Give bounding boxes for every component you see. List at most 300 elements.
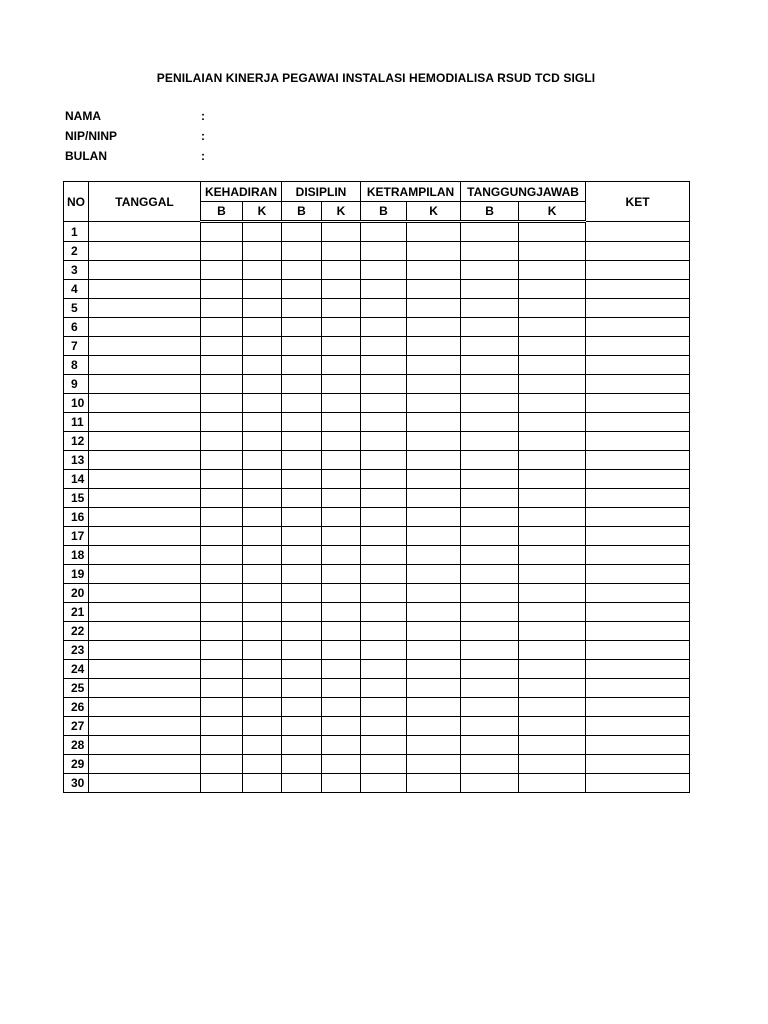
ketrampilan-b-cell[interactable] xyxy=(361,451,407,470)
ket-cell[interactable] xyxy=(586,603,690,622)
tanggungjawab-b-cell[interactable] xyxy=(461,698,519,717)
ketrampilan-b-cell[interactable] xyxy=(361,584,407,603)
tanggungjawab-k-cell[interactable] xyxy=(519,584,586,603)
tanggungjawab-k-cell[interactable] xyxy=(519,451,586,470)
kehadiran-k-cell[interactable] xyxy=(243,280,282,299)
disiplin-k-cell[interactable] xyxy=(322,546,361,565)
ketrampilan-k-cell[interactable] xyxy=(407,318,461,337)
tanggal-cell[interactable] xyxy=(89,527,201,546)
disiplin-k-cell[interactable] xyxy=(322,222,361,242)
disiplin-k-cell[interactable] xyxy=(322,242,361,261)
kehadiran-b-cell[interactable] xyxy=(201,641,243,660)
kehadiran-b-cell[interactable] xyxy=(201,413,243,432)
kehadiran-k-cell[interactable] xyxy=(243,470,282,489)
ketrampilan-b-cell[interactable] xyxy=(361,546,407,565)
disiplin-b-cell[interactable] xyxy=(282,337,322,356)
ket-cell[interactable] xyxy=(586,641,690,660)
tanggal-cell[interactable] xyxy=(89,736,201,755)
kehadiran-k-cell[interactable] xyxy=(243,622,282,641)
ketrampilan-b-cell[interactable] xyxy=(361,622,407,641)
tanggal-cell[interactable] xyxy=(89,413,201,432)
kehadiran-k-cell[interactable] xyxy=(243,736,282,755)
tanggungjawab-k-cell[interactable] xyxy=(519,337,586,356)
tanggal-cell[interactable] xyxy=(89,660,201,679)
ketrampilan-k-cell[interactable] xyxy=(407,774,461,793)
tanggal-cell[interactable] xyxy=(89,774,201,793)
tanggungjawab-k-cell[interactable] xyxy=(519,660,586,679)
ketrampilan-k-cell[interactable] xyxy=(407,603,461,622)
disiplin-k-cell[interactable] xyxy=(322,565,361,584)
ket-cell[interactable] xyxy=(586,242,690,261)
tanggal-cell[interactable] xyxy=(89,337,201,356)
disiplin-b-cell[interactable] xyxy=(282,356,322,375)
ketrampilan-b-cell[interactable] xyxy=(361,565,407,584)
kehadiran-k-cell[interactable] xyxy=(243,432,282,451)
kehadiran-b-cell[interactable] xyxy=(201,337,243,356)
tanggungjawab-k-cell[interactable] xyxy=(519,432,586,451)
tanggungjawab-k-cell[interactable] xyxy=(519,280,586,299)
tanggungjawab-b-cell[interactable] xyxy=(461,299,519,318)
tanggungjawab-b-cell[interactable] xyxy=(461,413,519,432)
disiplin-k-cell[interactable] xyxy=(322,356,361,375)
tanggungjawab-b-cell[interactable] xyxy=(461,565,519,584)
tanggungjawab-b-cell[interactable] xyxy=(461,717,519,736)
disiplin-k-cell[interactable] xyxy=(322,622,361,641)
tanggal-cell[interactable] xyxy=(89,394,201,413)
ketrampilan-b-cell[interactable] xyxy=(361,679,407,698)
disiplin-k-cell[interactable] xyxy=(322,603,361,622)
ketrampilan-b-cell[interactable] xyxy=(361,603,407,622)
ket-cell[interactable] xyxy=(586,660,690,679)
tanggungjawab-k-cell[interactable] xyxy=(519,261,586,280)
disiplin-b-cell[interactable] xyxy=(282,432,322,451)
disiplin-k-cell[interactable] xyxy=(322,261,361,280)
kehadiran-k-cell[interactable] xyxy=(243,717,282,736)
ketrampilan-k-cell[interactable] xyxy=(407,679,461,698)
ket-cell[interactable] xyxy=(586,413,690,432)
disiplin-b-cell[interactable] xyxy=(282,451,322,470)
ket-cell[interactable] xyxy=(586,565,690,584)
ketrampilan-k-cell[interactable] xyxy=(407,280,461,299)
tanggungjawab-k-cell[interactable] xyxy=(519,222,586,242)
ketrampilan-k-cell[interactable] xyxy=(407,622,461,641)
disiplin-b-cell[interactable] xyxy=(282,318,322,337)
disiplin-k-cell[interactable] xyxy=(322,394,361,413)
tanggungjawab-b-cell[interactable] xyxy=(461,679,519,698)
ketrampilan-b-cell[interactable] xyxy=(361,698,407,717)
ketrampilan-k-cell[interactable] xyxy=(407,660,461,679)
tanggungjawab-b-cell[interactable] xyxy=(461,337,519,356)
disiplin-k-cell[interactable] xyxy=(322,736,361,755)
disiplin-k-cell[interactable] xyxy=(322,508,361,527)
ketrampilan-b-cell[interactable] xyxy=(361,280,407,299)
tanggungjawab-b-cell[interactable] xyxy=(461,489,519,508)
tanggal-cell[interactable] xyxy=(89,489,201,508)
disiplin-b-cell[interactable] xyxy=(282,527,322,546)
ket-cell[interactable] xyxy=(586,546,690,565)
kehadiran-b-cell[interactable] xyxy=(201,242,243,261)
ket-cell[interactable] xyxy=(586,299,690,318)
ketrampilan-b-cell[interactable] xyxy=(361,774,407,793)
kehadiran-k-cell[interactable] xyxy=(243,774,282,793)
tanggungjawab-k-cell[interactable] xyxy=(519,527,586,546)
ketrampilan-k-cell[interactable] xyxy=(407,755,461,774)
ket-cell[interactable] xyxy=(586,222,690,242)
ketrampilan-k-cell[interactable] xyxy=(407,470,461,489)
ketrampilan-k-cell[interactable] xyxy=(407,451,461,470)
tanggungjawab-k-cell[interactable] xyxy=(519,394,586,413)
tanggungjawab-k-cell[interactable] xyxy=(519,508,586,527)
ket-cell[interactable] xyxy=(586,261,690,280)
tanggungjawab-k-cell[interactable] xyxy=(519,546,586,565)
ket-cell[interactable] xyxy=(586,356,690,375)
ketrampilan-k-cell[interactable] xyxy=(407,394,461,413)
ketrampilan-k-cell[interactable] xyxy=(407,546,461,565)
tanggungjawab-b-cell[interactable] xyxy=(461,774,519,793)
ket-cell[interactable] xyxy=(586,717,690,736)
ketrampilan-b-cell[interactable] xyxy=(361,736,407,755)
tanggungjawab-k-cell[interactable] xyxy=(519,299,586,318)
tanggungjawab-b-cell[interactable] xyxy=(461,470,519,489)
disiplin-b-cell[interactable] xyxy=(282,470,322,489)
tanggungjawab-b-cell[interactable] xyxy=(461,356,519,375)
kehadiran-k-cell[interactable] xyxy=(243,546,282,565)
disiplin-b-cell[interactable] xyxy=(282,717,322,736)
ket-cell[interactable] xyxy=(586,489,690,508)
kehadiran-b-cell[interactable] xyxy=(201,717,243,736)
ket-cell[interactable] xyxy=(586,736,690,755)
disiplin-b-cell[interactable] xyxy=(282,641,322,660)
tanggungjawab-k-cell[interactable] xyxy=(519,717,586,736)
disiplin-b-cell[interactable] xyxy=(282,584,322,603)
kehadiran-k-cell[interactable] xyxy=(243,222,282,242)
tanggal-cell[interactable] xyxy=(89,356,201,375)
kehadiran-b-cell[interactable] xyxy=(201,356,243,375)
tanggal-cell[interactable] xyxy=(89,432,201,451)
tanggungjawab-k-cell[interactable] xyxy=(519,375,586,394)
kehadiran-b-cell[interactable] xyxy=(201,508,243,527)
tanggungjawab-k-cell[interactable] xyxy=(519,413,586,432)
tanggungjawab-k-cell[interactable] xyxy=(519,736,586,755)
tanggal-cell[interactable] xyxy=(89,508,201,527)
ketrampilan-k-cell[interactable] xyxy=(407,299,461,318)
kehadiran-k-cell[interactable] xyxy=(243,489,282,508)
kehadiran-b-cell[interactable] xyxy=(201,299,243,318)
ketrampilan-b-cell[interactable] xyxy=(361,337,407,356)
tanggal-cell[interactable] xyxy=(89,622,201,641)
kehadiran-b-cell[interactable] xyxy=(201,375,243,394)
disiplin-k-cell[interactable] xyxy=(322,470,361,489)
kehadiran-k-cell[interactable] xyxy=(243,299,282,318)
disiplin-b-cell[interactable] xyxy=(282,755,322,774)
tanggungjawab-b-cell[interactable] xyxy=(461,318,519,337)
ketrampilan-b-cell[interactable] xyxy=(361,489,407,508)
tanggal-cell[interactable] xyxy=(89,318,201,337)
disiplin-b-cell[interactable] xyxy=(282,622,322,641)
kehadiran-b-cell[interactable] xyxy=(201,394,243,413)
disiplin-k-cell[interactable] xyxy=(322,527,361,546)
ketrampilan-k-cell[interactable] xyxy=(407,356,461,375)
tanggungjawab-b-cell[interactable] xyxy=(461,242,519,261)
disiplin-k-cell[interactable] xyxy=(322,375,361,394)
disiplin-k-cell[interactable] xyxy=(322,489,361,508)
kehadiran-b-cell[interactable] xyxy=(201,470,243,489)
kehadiran-k-cell[interactable] xyxy=(243,261,282,280)
ketrampilan-k-cell[interactable] xyxy=(407,242,461,261)
ket-cell[interactable] xyxy=(586,318,690,337)
ketrampilan-k-cell[interactable] xyxy=(407,413,461,432)
ket-cell[interactable] xyxy=(586,375,690,394)
ketrampilan-k-cell[interactable] xyxy=(407,489,461,508)
ketrampilan-b-cell[interactable] xyxy=(361,660,407,679)
kehadiran-k-cell[interactable] xyxy=(243,413,282,432)
tanggal-cell[interactable] xyxy=(89,299,201,318)
ketrampilan-b-cell[interactable] xyxy=(361,413,407,432)
disiplin-k-cell[interactable] xyxy=(322,698,361,717)
ket-cell[interactable] xyxy=(586,337,690,356)
ket-cell[interactable] xyxy=(586,280,690,299)
disiplin-b-cell[interactable] xyxy=(282,774,322,793)
kehadiran-k-cell[interactable] xyxy=(243,603,282,622)
ket-cell[interactable] xyxy=(586,755,690,774)
kehadiran-b-cell[interactable] xyxy=(201,584,243,603)
kehadiran-k-cell[interactable] xyxy=(243,660,282,679)
tanggungjawab-b-cell[interactable] xyxy=(461,641,519,660)
kehadiran-b-cell[interactable] xyxy=(201,527,243,546)
kehadiran-k-cell[interactable] xyxy=(243,356,282,375)
ketrampilan-b-cell[interactable] xyxy=(361,261,407,280)
tanggungjawab-k-cell[interactable] xyxy=(519,755,586,774)
tanggungjawab-b-cell[interactable] xyxy=(461,451,519,470)
ketrampilan-k-cell[interactable] xyxy=(407,698,461,717)
ketrampilan-b-cell[interactable] xyxy=(361,222,407,242)
ket-cell[interactable] xyxy=(586,698,690,717)
tanggal-cell[interactable] xyxy=(89,451,201,470)
ketrampilan-k-cell[interactable] xyxy=(407,584,461,603)
disiplin-b-cell[interactable] xyxy=(282,394,322,413)
ketrampilan-b-cell[interactable] xyxy=(361,470,407,489)
disiplin-b-cell[interactable] xyxy=(282,375,322,394)
disiplin-b-cell[interactable] xyxy=(282,261,322,280)
tanggal-cell[interactable] xyxy=(89,603,201,622)
ketrampilan-k-cell[interactable] xyxy=(407,337,461,356)
tanggungjawab-b-cell[interactable] xyxy=(461,660,519,679)
disiplin-b-cell[interactable] xyxy=(282,565,322,584)
ketrampilan-k-cell[interactable] xyxy=(407,527,461,546)
kehadiran-k-cell[interactable] xyxy=(243,584,282,603)
disiplin-k-cell[interactable] xyxy=(322,774,361,793)
tanggungjawab-k-cell[interactable] xyxy=(519,242,586,261)
tanggal-cell[interactable] xyxy=(89,679,201,698)
tanggungjawab-k-cell[interactable] xyxy=(519,622,586,641)
kehadiran-k-cell[interactable] xyxy=(243,679,282,698)
kehadiran-b-cell[interactable] xyxy=(201,280,243,299)
kehadiran-k-cell[interactable] xyxy=(243,375,282,394)
kehadiran-k-cell[interactable] xyxy=(243,755,282,774)
tanggal-cell[interactable] xyxy=(89,375,201,394)
tanggungjawab-k-cell[interactable] xyxy=(519,470,586,489)
ketrampilan-b-cell[interactable] xyxy=(361,717,407,736)
kehadiran-k-cell[interactable] xyxy=(243,394,282,413)
ketrampilan-k-cell[interactable] xyxy=(407,717,461,736)
kehadiran-b-cell[interactable] xyxy=(201,622,243,641)
tanggal-cell[interactable] xyxy=(89,717,201,736)
tanggungjawab-k-cell[interactable] xyxy=(519,318,586,337)
ketrampilan-k-cell[interactable] xyxy=(407,375,461,394)
kehadiran-k-cell[interactable] xyxy=(243,451,282,470)
disiplin-k-cell[interactable] xyxy=(322,451,361,470)
ketrampilan-b-cell[interactable] xyxy=(361,356,407,375)
kehadiran-b-cell[interactable] xyxy=(201,603,243,622)
kehadiran-b-cell[interactable] xyxy=(201,489,243,508)
kehadiran-b-cell[interactable] xyxy=(201,261,243,280)
disiplin-k-cell[interactable] xyxy=(322,337,361,356)
disiplin-k-cell[interactable] xyxy=(322,660,361,679)
tanggal-cell[interactable] xyxy=(89,565,201,584)
disiplin-b-cell[interactable] xyxy=(282,299,322,318)
disiplin-b-cell[interactable] xyxy=(282,508,322,527)
disiplin-b-cell[interactable] xyxy=(282,679,322,698)
kehadiran-b-cell[interactable] xyxy=(201,679,243,698)
disiplin-b-cell[interactable] xyxy=(282,489,322,508)
disiplin-b-cell[interactable] xyxy=(282,736,322,755)
kehadiran-b-cell[interactable] xyxy=(201,451,243,470)
ketrampilan-k-cell[interactable] xyxy=(407,261,461,280)
tanggungjawab-b-cell[interactable] xyxy=(461,603,519,622)
disiplin-b-cell[interactable] xyxy=(282,242,322,261)
kehadiran-k-cell[interactable] xyxy=(243,337,282,356)
ketrampilan-b-cell[interactable] xyxy=(361,299,407,318)
kehadiran-b-cell[interactable] xyxy=(201,736,243,755)
ketrampilan-k-cell[interactable] xyxy=(407,736,461,755)
tanggungjawab-b-cell[interactable] xyxy=(461,432,519,451)
tanggungjawab-b-cell[interactable] xyxy=(461,394,519,413)
tanggal-cell[interactable] xyxy=(89,698,201,717)
tanggungjawab-b-cell[interactable] xyxy=(461,546,519,565)
ketrampilan-b-cell[interactable] xyxy=(361,375,407,394)
disiplin-k-cell[interactable] xyxy=(322,755,361,774)
tanggungjawab-b-cell[interactable] xyxy=(461,375,519,394)
ketrampilan-k-cell[interactable] xyxy=(407,641,461,660)
ket-cell[interactable] xyxy=(586,394,690,413)
kehadiran-k-cell[interactable] xyxy=(243,641,282,660)
ket-cell[interactable] xyxy=(586,508,690,527)
kehadiran-b-cell[interactable] xyxy=(201,660,243,679)
disiplin-k-cell[interactable] xyxy=(322,318,361,337)
disiplin-b-cell[interactable] xyxy=(282,660,322,679)
disiplin-k-cell[interactable] xyxy=(322,299,361,318)
tanggungjawab-k-cell[interactable] xyxy=(519,356,586,375)
kehadiran-k-cell[interactable] xyxy=(243,242,282,261)
kehadiran-b-cell[interactable] xyxy=(201,318,243,337)
kehadiran-b-cell[interactable] xyxy=(201,565,243,584)
ketrampilan-k-cell[interactable] xyxy=(407,432,461,451)
tanggal-cell[interactable] xyxy=(89,546,201,565)
kehadiran-b-cell[interactable] xyxy=(201,698,243,717)
kehadiran-k-cell[interactable] xyxy=(243,698,282,717)
tanggungjawab-k-cell[interactable] xyxy=(519,565,586,584)
kehadiran-b-cell[interactable] xyxy=(201,774,243,793)
ketrampilan-b-cell[interactable] xyxy=(361,432,407,451)
kehadiran-k-cell[interactable] xyxy=(243,318,282,337)
tanggal-cell[interactable] xyxy=(89,222,201,242)
tanggungjawab-k-cell[interactable] xyxy=(519,489,586,508)
disiplin-k-cell[interactable] xyxy=(322,413,361,432)
tanggungjawab-b-cell[interactable] xyxy=(461,280,519,299)
disiplin-k-cell[interactable] xyxy=(322,584,361,603)
kehadiran-b-cell[interactable] xyxy=(201,432,243,451)
disiplin-b-cell[interactable] xyxy=(282,546,322,565)
ket-cell[interactable] xyxy=(586,527,690,546)
ketrampilan-b-cell[interactable] xyxy=(361,641,407,660)
tanggal-cell[interactable] xyxy=(89,242,201,261)
kehadiran-b-cell[interactable] xyxy=(201,546,243,565)
disiplin-k-cell[interactable] xyxy=(322,432,361,451)
ketrampilan-k-cell[interactable] xyxy=(407,222,461,242)
ket-cell[interactable] xyxy=(586,584,690,603)
tanggal-cell[interactable] xyxy=(89,641,201,660)
disiplin-k-cell[interactable] xyxy=(322,641,361,660)
tanggungjawab-b-cell[interactable] xyxy=(461,527,519,546)
tanggungjawab-k-cell[interactable] xyxy=(519,641,586,660)
ketrampilan-b-cell[interactable] xyxy=(361,755,407,774)
ketrampilan-b-cell[interactable] xyxy=(361,318,407,337)
ketrampilan-b-cell[interactable] xyxy=(361,242,407,261)
kehadiran-k-cell[interactable] xyxy=(243,527,282,546)
tanggungjawab-b-cell[interactable] xyxy=(461,736,519,755)
ket-cell[interactable] xyxy=(586,432,690,451)
tanggal-cell[interactable] xyxy=(89,470,201,489)
tanggal-cell[interactable] xyxy=(89,261,201,280)
tanggungjawab-b-cell[interactable] xyxy=(461,261,519,280)
tanggungjawab-k-cell[interactable] xyxy=(519,774,586,793)
ket-cell[interactable] xyxy=(586,774,690,793)
ketrampilan-b-cell[interactable] xyxy=(361,394,407,413)
tanggungjawab-b-cell[interactable] xyxy=(461,622,519,641)
disiplin-b-cell[interactable] xyxy=(282,698,322,717)
ket-cell[interactable] xyxy=(586,470,690,489)
tanggungjawab-k-cell[interactable] xyxy=(519,679,586,698)
ketrampilan-k-cell[interactable] xyxy=(407,565,461,584)
disiplin-b-cell[interactable] xyxy=(282,603,322,622)
tanggal-cell[interactable] xyxy=(89,755,201,774)
tanggungjawab-b-cell[interactable] xyxy=(461,584,519,603)
disiplin-k-cell[interactable] xyxy=(322,679,361,698)
disiplin-b-cell[interactable] xyxy=(282,413,322,432)
ket-cell[interactable] xyxy=(586,451,690,470)
disiplin-b-cell[interactable] xyxy=(282,280,322,299)
ketrampilan-b-cell[interactable] xyxy=(361,508,407,527)
ketrampilan-b-cell[interactable] xyxy=(361,527,407,546)
ketrampilan-k-cell[interactable] xyxy=(407,508,461,527)
disiplin-k-cell[interactable] xyxy=(322,717,361,736)
tanggungjawab-k-cell[interactable] xyxy=(519,698,586,717)
tanggal-cell[interactable] xyxy=(89,280,201,299)
ket-cell[interactable] xyxy=(586,622,690,641)
tanggungjawab-b-cell[interactable] xyxy=(461,222,519,242)
disiplin-k-cell[interactable] xyxy=(322,280,361,299)
kehadiran-k-cell[interactable] xyxy=(243,565,282,584)
disiplin-b-cell[interactable] xyxy=(282,222,322,242)
tanggungjawab-b-cell[interactable] xyxy=(461,755,519,774)
kehadiran-k-cell[interactable] xyxy=(243,508,282,527)
kehadiran-b-cell[interactable] xyxy=(201,755,243,774)
ket-cell[interactable] xyxy=(586,679,690,698)
tanggungjawab-k-cell[interactable] xyxy=(519,603,586,622)
kehadiran-b-cell[interactable] xyxy=(201,222,243,242)
tanggungjawab-b-cell[interactable] xyxy=(461,508,519,527)
tanggal-cell[interactable] xyxy=(89,584,201,603)
